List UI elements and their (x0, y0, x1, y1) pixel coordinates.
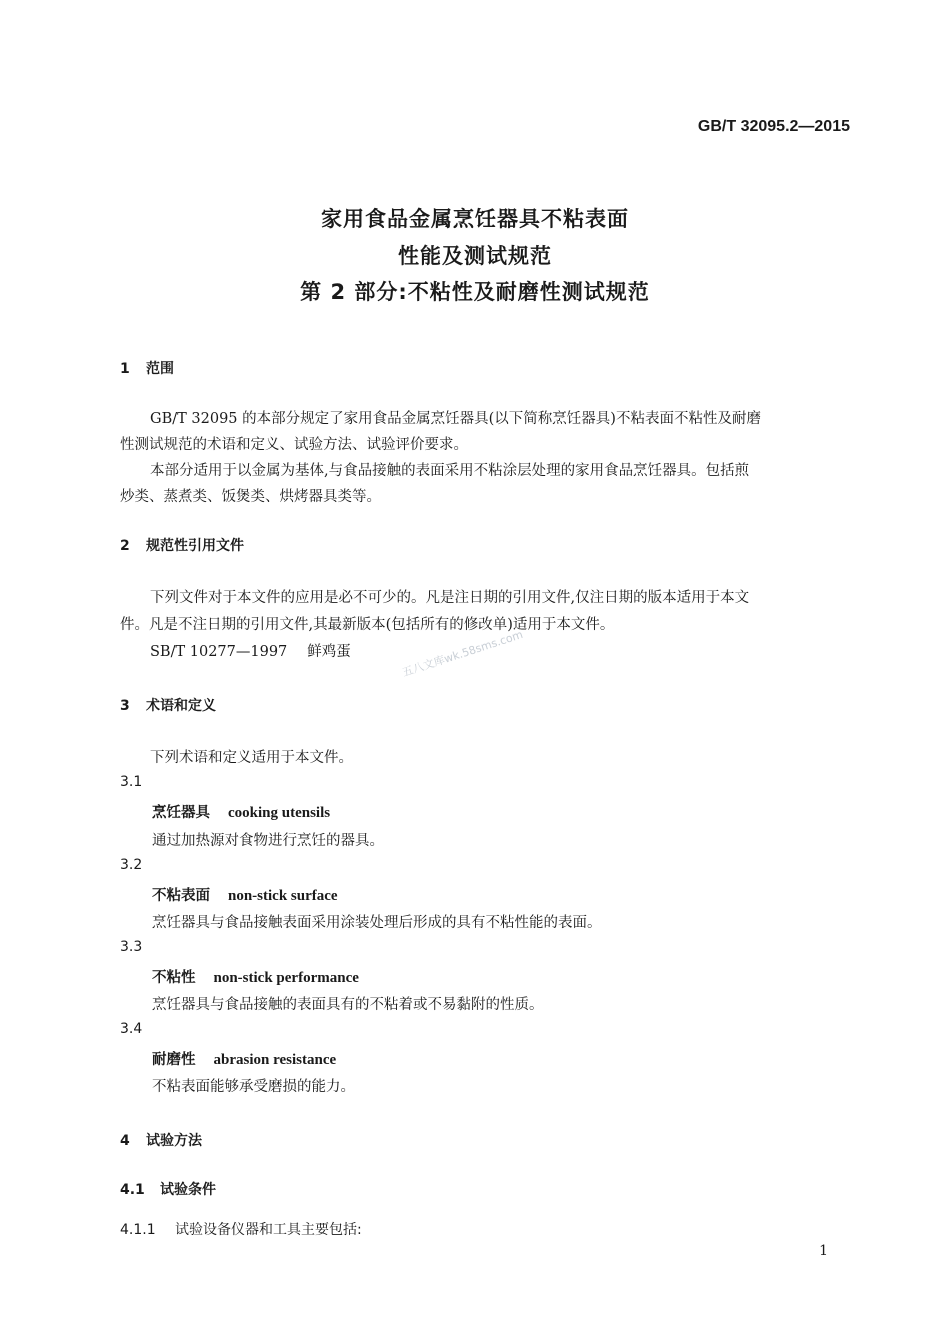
section-title: 术语和定义 (146, 698, 216, 714)
term-english: abrasion resistance (213, 1052, 337, 1068)
term-definition: 烹饪器具与食品接触表面采用涂装处理后形成的具有不粘性能的表面。 (152, 915, 602, 931)
term-number: 3.4 (120, 1021, 143, 1037)
clause-4-1-1 (120, 1219, 362, 1239)
title-line-1: 家用食品金属烹饪器具不粘表面 (321, 207, 629, 231)
term-number: 3.3 (120, 939, 143, 955)
term-english: non-stick performance (213, 970, 359, 986)
term-chinese: 耐磨性 (152, 1052, 196, 1068)
term-chinese: 不粘表面 (152, 888, 210, 904)
section-number: 3 (120, 698, 130, 714)
section-4-heading (120, 1130, 202, 1150)
term-entry (152, 801, 330, 822)
paragraph-line: 下列文件对于本文件的应用是必不可少的。凡是注日期的引用文件,仅注日期的版本适用于本文 (150, 590, 750, 606)
term-entry (152, 884, 338, 905)
section-title: 范围 (146, 361, 174, 377)
section-3-heading (120, 695, 216, 715)
section-number: 2 (120, 538, 130, 554)
watermark-text: 五八文库wk.58sms.com (400, 627, 525, 680)
term-definition: 不粘表面能够承受磨损的能力。 (152, 1079, 355, 1095)
section-1-heading (120, 358, 174, 378)
paragraph-line: GB/T 32095 的本部分规定了家用食品金属烹饪器具(以下简称烹饪器具)不粘表面不粘性及耐磨 (150, 411, 761, 427)
term-definition: 烹饪器具与食品接触的表面具有的不粘着或不易黏附的性质。 (152, 997, 544, 1013)
title-line-3: 第 2 部分:不粘性及耐磨性测试规范 (300, 280, 650, 304)
section-title: 试验方法 (146, 1133, 202, 1149)
section-number: 1 (120, 361, 130, 377)
section-title: 规范性引用文件 (146, 538, 244, 554)
paragraph-line: 本部分适用于以金属为基体,与食品接触的表面采用不粘涂层处理的家用食品烹饪器具。包括煎 (150, 463, 750, 479)
normative-reference (150, 640, 351, 661)
subsection-title: 试验条件 (160, 1182, 216, 1198)
paragraph-line: 件。凡是不注日期的引用文件,其最新版本(包括所有的修改单)适用于本文件。 (120, 617, 615, 633)
reference-title: 鲜鸡蛋 (307, 644, 351, 660)
term-number: 3.1 (120, 774, 143, 790)
term-entry (152, 1048, 336, 1069)
subsection-4-1-heading (120, 1179, 216, 1199)
paragraph-line: 炒类、蒸煮类、饭煲类、烘烤器具类等。 (120, 489, 381, 505)
term-chinese: 不粘性 (152, 970, 196, 986)
clause-text: 试验设备仪器和工具主要包括: (175, 1222, 362, 1238)
standard-code: GB/T 32095.2—2015 (697, 118, 850, 135)
term-definition: 通过加热源对食物进行烹饪的器具。 (152, 833, 384, 849)
clause-number: 4.1.1 (120, 1222, 156, 1238)
subsection-number: 4.1 (120, 1182, 145, 1198)
term-english: non-stick surface (228, 888, 338, 904)
term-chinese: 烹饪器具 (152, 805, 210, 821)
title-line-2: 性能及测试规范 (398, 244, 552, 268)
reference-code: SB/T 10277—1997 (150, 644, 288, 660)
page-number: 1 (819, 1243, 828, 1259)
section-2-heading (120, 535, 244, 555)
paragraph-line: 性测试规范的术语和定义、试验方法、试验评价要求。 (120, 437, 468, 453)
term-entry (152, 966, 359, 987)
term-number: 3.2 (120, 857, 143, 873)
section-number: 4 (120, 1133, 130, 1149)
term-english: cooking utensils (228, 805, 331, 821)
paragraph-line: 下列术语和定义适用于本文件。 (150, 750, 353, 766)
